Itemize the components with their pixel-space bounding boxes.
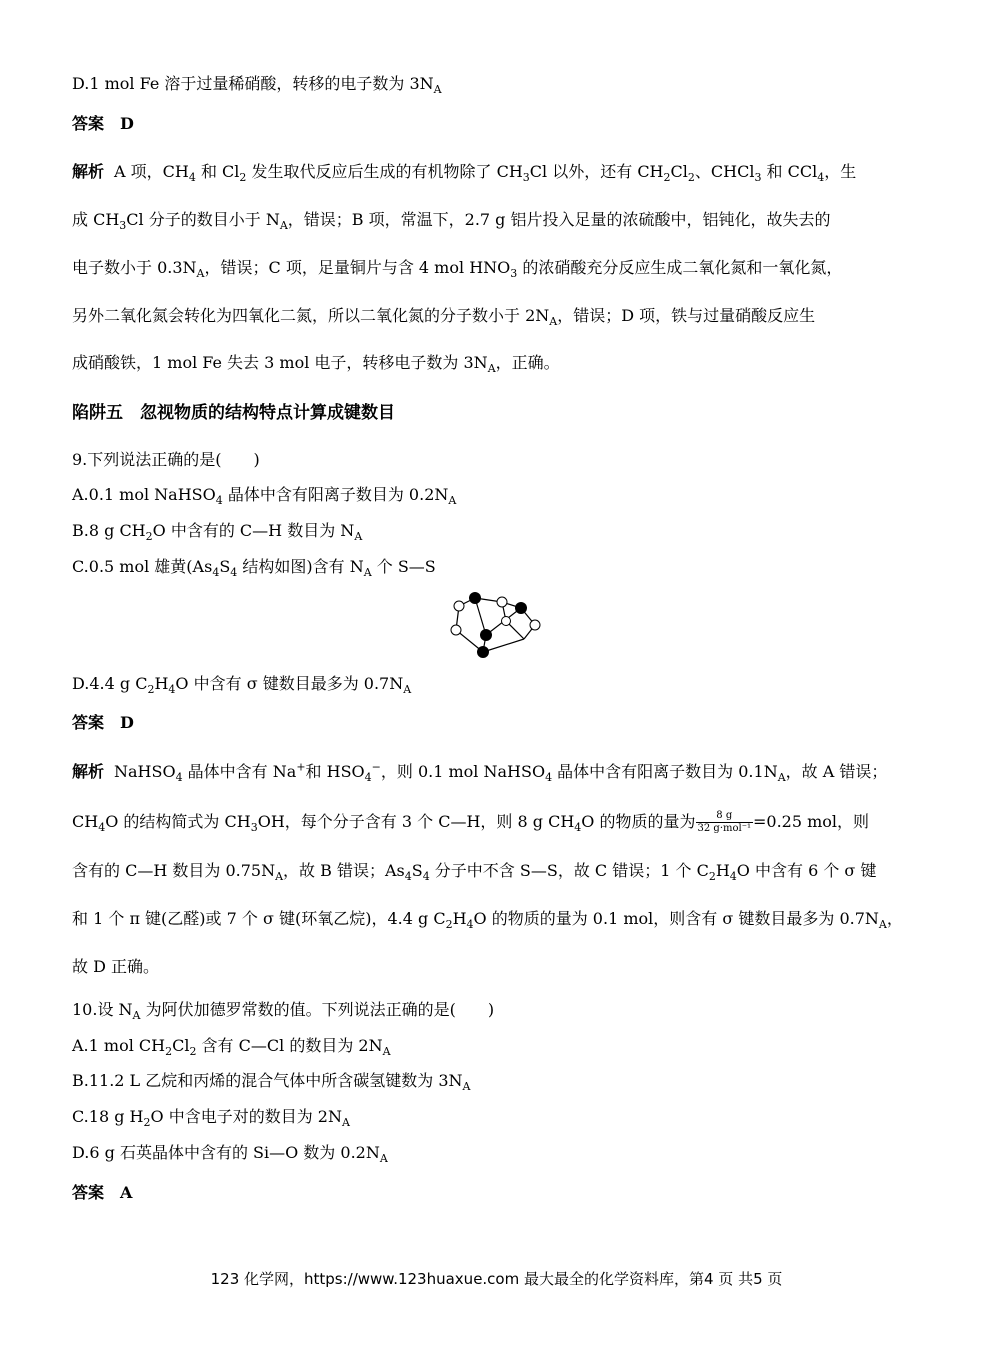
superscript: − [371, 760, 381, 774]
question-10-option-a [72, 1036, 391, 1059]
text-run: O 中含有 σ 键数目最多为 0.7N [175, 674, 404, 693]
explanation-9-line-5: 故 D 正确。 [72, 957, 160, 976]
molar-fraction [696, 810, 753, 835]
subscript: A [448, 494, 457, 508]
explanation-8-line-2 [72, 210, 831, 233]
text-run: Cl [172, 1036, 190, 1055]
subscript: 4 [230, 566, 238, 580]
text-run: Cl [670, 162, 688, 181]
subscript: 2 [687, 171, 695, 185]
section-heading: 陷阱五 忽视物质的结构特点计算成键数目 [72, 403, 395, 423]
text-run: 晶体中含有阳离子数目为 0.1N [552, 762, 778, 781]
text-run: 为阿伏加德罗常数的值。下列说法正确的是( ) [140, 1000, 495, 1019]
text-run: ，错误；B 项，常温下，2.7 g 铝片投入足量的浓硫酸中，铝钝化，故失去的 [287, 210, 831, 229]
text-run: 8 g [696, 810, 753, 823]
subscript: 2 [147, 683, 155, 697]
text-run: 晶体中含有 Na [182, 762, 297, 781]
text-run: 分子中不含 S—S，故 C 错误；1 个 C [429, 861, 709, 880]
subscript: 2 [239, 171, 247, 185]
explanation-8-line-5 [72, 353, 560, 376]
text-run: 成硝酸铁，1 mol Fe 失去 3 mol 电子，转移电子数为 3N [72, 353, 488, 372]
subscript: 4 [817, 171, 825, 185]
subscript: 3 [522, 171, 530, 185]
subscript: A [403, 683, 412, 697]
text-run: A.0.1 mol NaHSO [72, 485, 216, 504]
arsenic-atom [480, 629, 492, 641]
subscript: 2 [445, 918, 453, 932]
text-run: 另外二氧化氮会转化为四氧化二氮，所以二氧化氮的分子数小于 2N [72, 306, 550, 325]
text-run: ， [886, 909, 903, 928]
sulfur-atom [454, 601, 464, 611]
text-run: O 的结构简式为 CH [105, 812, 251, 831]
question-9: 9.下列说法正确的是( ) [72, 450, 260, 469]
subscript: A [487, 362, 496, 376]
text-run: ，生 [824, 162, 857, 181]
as4s4-structure-diagram [444, 588, 548, 662]
subscript: A [777, 771, 786, 785]
subscript: 4 [466, 918, 474, 932]
text-run: 和 CCl [761, 162, 818, 181]
sulfur-atom [497, 597, 507, 607]
text-run: A 项，CH [114, 162, 189, 181]
text-run: 含有的 C—H 数目为 0.75N [72, 861, 276, 880]
sulfur-atom [502, 617, 511, 626]
subscript: 4 [188, 171, 196, 185]
subscript: 4 [215, 494, 223, 508]
explanation-8-line-3 [72, 258, 843, 281]
subscript: A [549, 315, 558, 329]
subscript: 2 [165, 1045, 173, 1059]
subscript: A [462, 1080, 471, 1094]
subscript: A [279, 219, 288, 233]
text-run: H [154, 674, 169, 693]
subscript: A [363, 566, 372, 580]
subscript: 3 [510, 267, 518, 281]
text-run: OH，每个分子含有 3 个 C—H，则 8 g CH [257, 812, 575, 831]
question-10-option-d [72, 1143, 388, 1166]
text-run: O 中含有 6 个 σ 键 [736, 861, 877, 880]
answer-9: 答案 D [72, 713, 134, 732]
text-run: 、CHCl [694, 162, 755, 181]
text-run: C.0.5 mol 雄黄(As [72, 557, 213, 576]
text-run: 解析 [72, 762, 105, 781]
text-run: D.6 g 石英晶体中含有的 Si—O 数为 0.2N [72, 1143, 380, 1162]
text-run: O 的物质的量为 [581, 812, 696, 831]
text-run: 结构如图)含有 N [237, 557, 364, 576]
subscript: 3 [250, 821, 258, 835]
question-9-option-d [72, 674, 412, 697]
answer-10: 答案 A [72, 1183, 133, 1202]
subscript: A [379, 1152, 388, 1166]
text-run: H [452, 909, 467, 928]
subscript: 4 [545, 771, 553, 785]
question-10 [72, 1000, 495, 1023]
subscript: 2 [189, 1045, 197, 1059]
text-run: 电子数小于 0.3N [72, 258, 197, 277]
subscript: A [433, 83, 442, 97]
sulfur-atom [451, 625, 461, 635]
subscript: A [382, 1045, 391, 1059]
text-run: B.8 g CH [72, 521, 146, 540]
subscript: 4 [212, 566, 220, 580]
arsenic-atom [515, 602, 527, 614]
text-run: 和 1 个 π 键(乙醛)或 7 个 σ 键(环氧乙烷)，4.4 g C [72, 909, 446, 928]
answer-8: 答案 D [72, 114, 134, 133]
text-run: Cl 以外，还有 CH [529, 162, 664, 181]
subscript: 4 [574, 821, 582, 835]
explanation-9-line-4 [72, 909, 903, 932]
subscript: 4 [175, 771, 183, 785]
text-run: ，正确。 [495, 353, 560, 372]
text-run: O 中含电子对的数目为 2N [150, 1107, 342, 1126]
explanation-9-line-2 [72, 810, 869, 835]
text-run: H [715, 861, 730, 880]
text-run: 10.设 N [72, 1000, 133, 1019]
subscript: 2 [143, 1116, 151, 1130]
text-run: 和 HSO [305, 762, 365, 781]
explanation-9-line-1 [72, 760, 888, 785]
subscript: 3 [119, 219, 127, 233]
question-10-option-b [72, 1071, 471, 1094]
subscript: A [878, 918, 887, 932]
page-footer: 123 化学网，https://www.123huaxue.com 最大最全的化学资料库，第4 页 共5 页 [210, 1270, 783, 1288]
text-run: 发生取代反应后生成的有机物除了 CH [246, 162, 523, 181]
subscript: A [132, 1009, 141, 1023]
text-run: ，错误；C 项，足量铜片与含 4 mol HNO [204, 258, 511, 277]
text-run: A.1 mol CH [72, 1036, 166, 1055]
text-run: S [219, 557, 231, 576]
text-run: B.11.2 L 乙烷和丙烯的混合气体中所含碳氢键数为 3N [72, 1071, 463, 1090]
subscript: A [275, 870, 284, 884]
bond [483, 639, 524, 652]
text-run: ，故 B 错误；As [283, 861, 405, 880]
question-8-option-d [72, 74, 442, 97]
subscript: 4 [729, 870, 737, 884]
text-run: 解析 [72, 162, 105, 181]
subscript: 4 [98, 821, 106, 835]
text-run: O 中含有的 C—H 数目为 N [152, 521, 355, 540]
subscript: 2 [145, 530, 153, 544]
text-run: C.18 g H [72, 1107, 144, 1126]
text-run: S [411, 861, 423, 880]
text-run: 含有 C—Cl 的数目为 2N [196, 1036, 383, 1055]
subscript: 2 [663, 171, 671, 185]
subscript: A [354, 530, 363, 544]
text-run: 个 S—S [371, 557, 436, 576]
subscript: 4 [364, 771, 372, 785]
text-run: ，故 A 错误； [785, 762, 888, 781]
text-run: 32 g·mol⁻¹ [697, 823, 751, 834]
text-run: =0.25 mol，则 [753, 812, 870, 831]
subscript: 4 [404, 870, 412, 884]
text-run: 成 CH [72, 210, 120, 229]
sulfur-atom [530, 620, 540, 630]
subscript: 3 [754, 171, 762, 185]
text-run: ，则 0.1 mol NaHSO [380, 762, 546, 781]
text-run: D.1 mol Fe 溶于过量稀硝酸，转移的电子数为 3N [72, 74, 434, 93]
explanation-8-line-4 [72, 306, 816, 329]
question-9-option-b [72, 521, 363, 544]
text-run: 的浓硝酸充分反应生成二氧化氮和一氧化氮， [517, 258, 843, 277]
text-run: 和 Cl [195, 162, 240, 181]
arsenic-atom [469, 592, 481, 604]
explanation-9-line-3 [72, 861, 877, 884]
question-10-option-c [72, 1107, 350, 1130]
explanation-8-line-1 [72, 162, 857, 185]
subscript: 2 [708, 870, 716, 884]
text-run: 晶体中含有阳离子数目为 0.2N [222, 485, 449, 504]
text-run: NaHSO [114, 762, 176, 781]
subscript: 4 [422, 870, 430, 884]
arsenic-atom [477, 646, 489, 658]
text-run: O 的物质的量为 0.1 mol，则含有 σ 键数目最多为 0.7N [473, 909, 879, 928]
text-run: ，错误；D 项，铁与过量硝酸反应生 [557, 306, 816, 325]
text-run: CH [72, 812, 99, 831]
question-9-option-a [72, 485, 457, 508]
subscript: A [196, 267, 205, 281]
subscript: A [341, 1116, 350, 1130]
superscript: + [296, 760, 306, 774]
text-run: D.4.4 g C [72, 674, 148, 693]
question-9-option-c [72, 557, 436, 580]
subscript: 4 [168, 683, 176, 697]
text-run: Cl 分子的数目小于 N [126, 210, 280, 229]
